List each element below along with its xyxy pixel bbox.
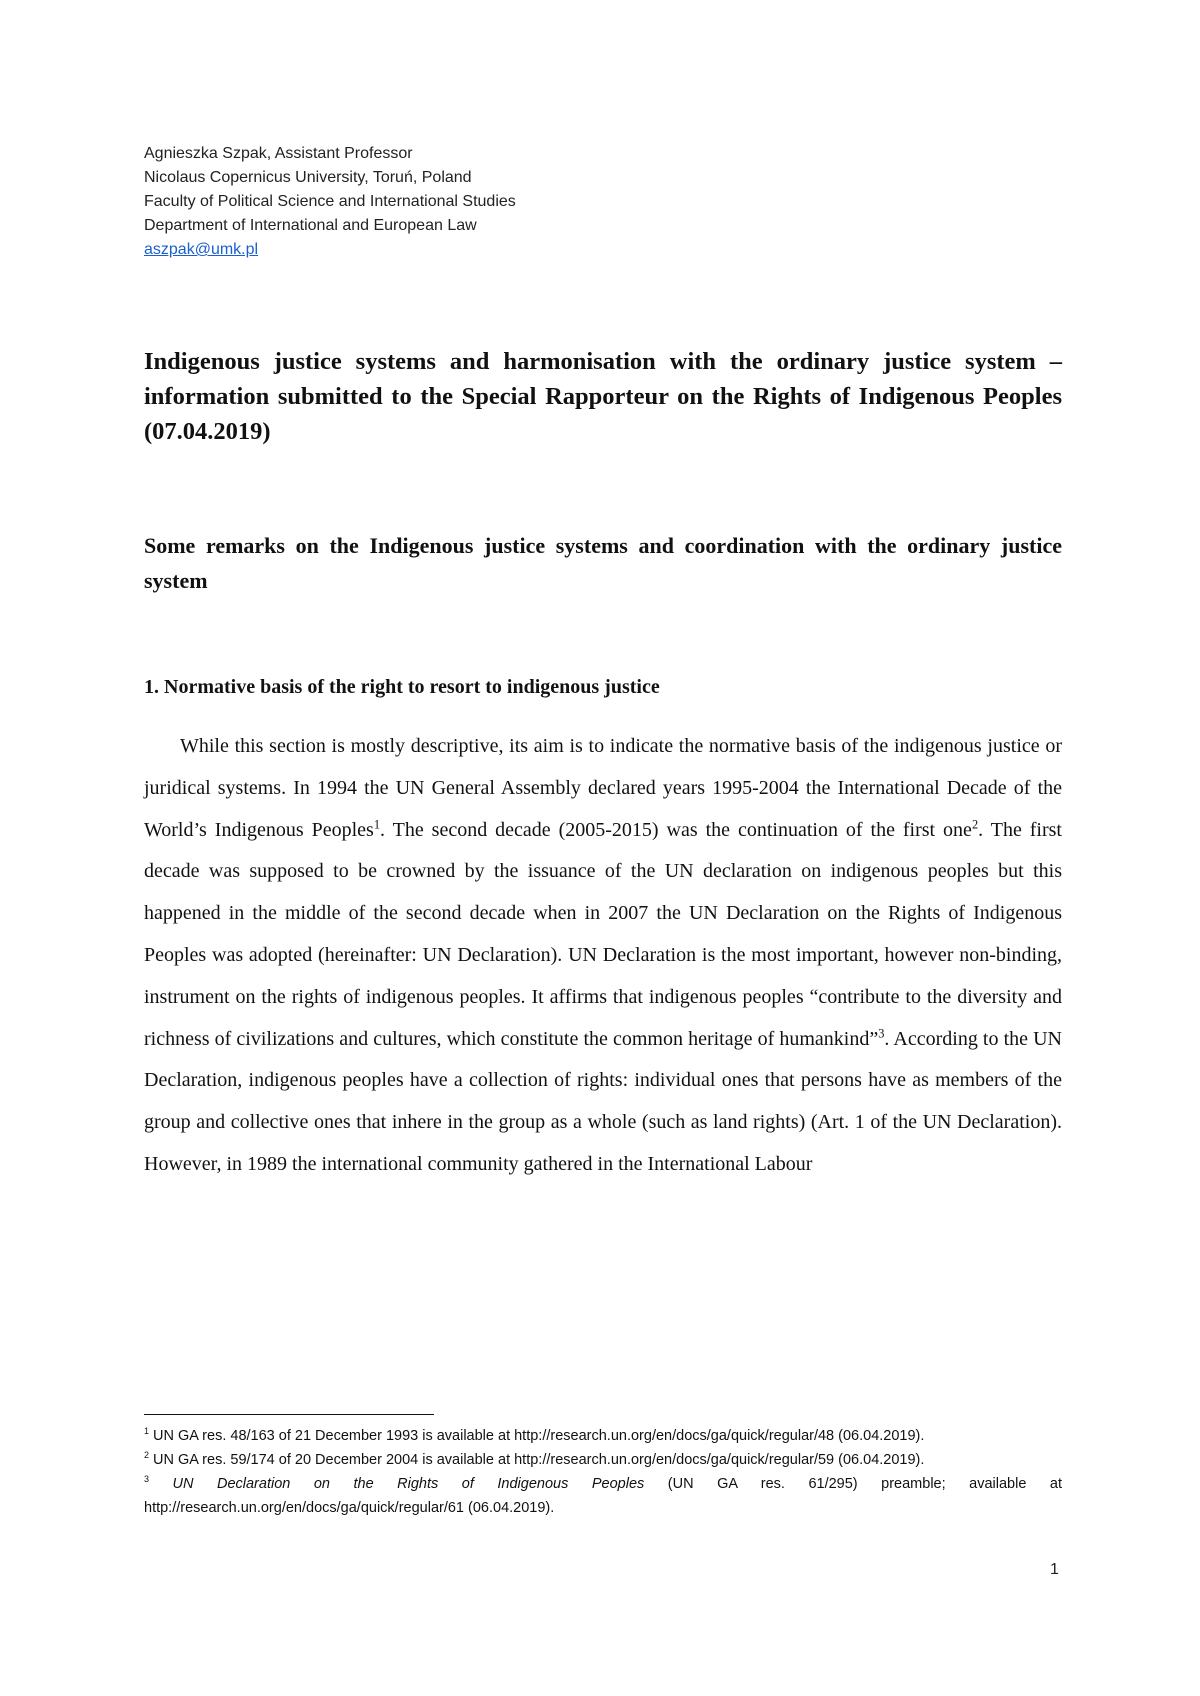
footnote-number: 3 xyxy=(144,1474,149,1485)
footnote-text: UN GA res. 59/174 of 20 December 2004 is available at http://research.un.org/en/docs/ga/quick/regular/59 (06.04.2019). xyxy=(149,1452,925,1468)
footnote-number: 2 xyxy=(144,1450,149,1461)
footnote-3 xyxy=(144,1472,1062,1520)
footnotes xyxy=(144,1424,1062,1520)
footnote-text: (UN GA res. 61/295) preamble; available at http://research.un.org/en/docs/ga/quick/regular/61 (06.04.2019). xyxy=(144,1476,1063,1516)
document-subtitle: Some remarks on the Indigenous justice systems and coordination with the ordinary justice system xyxy=(144,533,1062,593)
author-department: Department of International and European Law xyxy=(144,217,477,234)
paragraph-text: . According to the UN Declaration, indigenous peoples have a collection of rights: individual ones that persons have as members of the group and collective ones that inhere in the group as a whole (such as land rights) (Art. 1 of the UN Declaration). However, in 1989 the international community gathered in the International Labour xyxy=(144,1027,1063,1175)
author-faculty: Faculty of Political Science and International Studies xyxy=(144,193,516,210)
footnote-cited-title: UN Declaration on the Rights of Indigenous Peoples xyxy=(149,1476,645,1492)
footnote-separator xyxy=(144,1414,434,1415)
document-title: Indigenous justice systems and harmonisation with the ordinary justice system – information submitted to the Special Rapporteur on the Rights of Indigenous Peoples (07.04.2019) xyxy=(144,348,1062,445)
footnote-ref-3[interactable]: 3 xyxy=(878,1025,885,1040)
author-email-link[interactable]: aszpak@umk.pl xyxy=(144,241,259,258)
footnote-number: 1 xyxy=(144,1426,149,1437)
footnote-1 xyxy=(144,1424,1062,1448)
section-heading: 1. Normative basis of the right to resort to indigenous justice xyxy=(144,676,660,698)
body-paragraph xyxy=(144,726,1062,1186)
author-header xyxy=(144,142,516,262)
footnote-ref-1[interactable]: 1 xyxy=(373,816,381,831)
page-number: 1 xyxy=(1050,1561,1059,1578)
footnote-2 xyxy=(144,1448,1062,1472)
author-name: Agnieszka Szpak, Assistant Professor xyxy=(144,145,413,162)
paragraph-text: . The second decade (2005-2015) was the continuation of the first one xyxy=(380,818,972,841)
paragraph-text: . The first decade was supposed to be crowned by the issuance of the UN declaration on indigenous peoples but this happened in the middle of the second decade when in 2007 the UN Declaration on the Rights of Indigenous Peoples was adopted (hereinafter: UN Declaration). UN Declaration is the most important, however non-binding, instrument on the rights of indigenous peoples. It affirms that indigenous peoples “contribute to the diversity and richness of civilizations and cultures, which constitute the common heritage of humankind” xyxy=(144,818,1062,1050)
footnote-text: UN GA res. 48/163 of 21 December 1993 is available at http://research.un.org/en/docs/ga/quick/regular/48 (06.04.2019). xyxy=(149,1428,925,1444)
paragraph-text: While this section is mostly descriptive, its aim is to indicate the normative basis of the indigenous justice or juridical systems. In 1994 the UN General Assembly declared years 1995-2004 the International Decade of the World’s Indigenous Peoples xyxy=(144,735,1062,841)
footnote-ref-2[interactable]: 2 xyxy=(971,816,979,831)
author-university: Nicolaus Copernicus University, Toruń, Poland xyxy=(144,169,472,186)
